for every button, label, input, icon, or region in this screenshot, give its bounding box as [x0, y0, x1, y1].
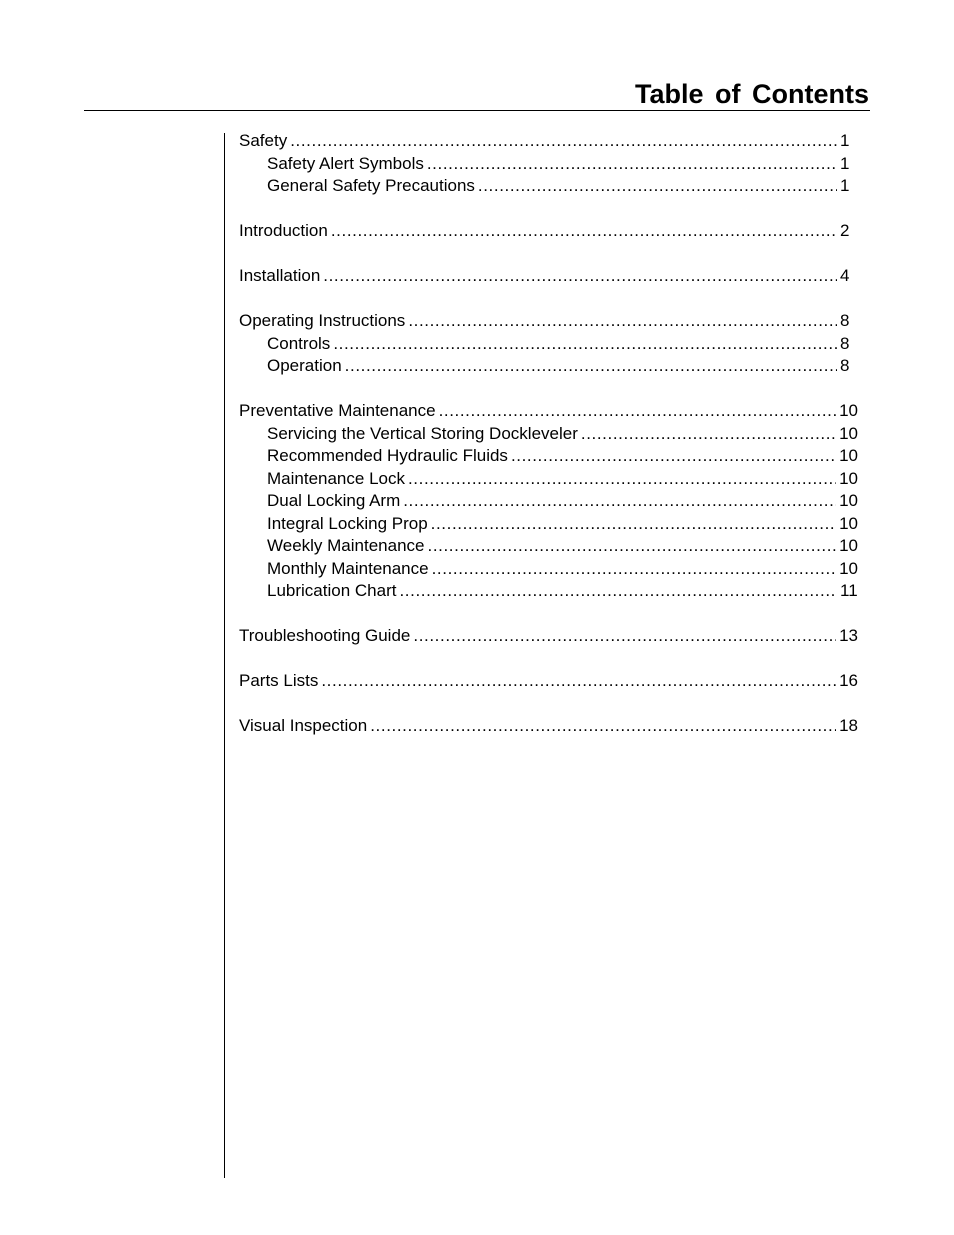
dot-leader: [321, 670, 836, 693]
toc-entry-integral-locking-prop[interactable]: [239, 513, 858, 536]
toc-entry-troubleshooting-guide[interactable]: [239, 625, 858, 648]
toc-page-number: 8: [840, 356, 850, 375]
toc-entry-recommended-hydraulic-fluids[interactable]: [239, 445, 858, 468]
dot-leader: [331, 220, 837, 243]
toc-page-number: 10: [839, 513, 858, 533]
toc-entry-general-safety-precautions[interactable]: [239, 175, 858, 198]
toc-entry-label: Integral Locking Prop: [267, 513, 428, 533]
dot-leader: [403, 490, 836, 513]
toc-entry-preventative-maintenance[interactable]: [239, 400, 858, 423]
toc-entry-label: Maintenance Lock: [267, 468, 405, 488]
toc-section-safety: [239, 130, 858, 198]
toc-page-number: 1: [840, 131, 850, 150]
toc-entry-label: Parts Lists: [239, 671, 319, 690]
toc-section-introduction: [239, 220, 858, 243]
table-of-contents: [239, 130, 858, 760]
dot-leader: [345, 355, 837, 378]
toc-entry-label: Weekly Maintenance: [267, 536, 425, 555]
toc-entry-dual-locking-arm[interactable]: [239, 490, 858, 513]
dot-leader: [427, 153, 837, 176]
toc-entry-label: Safety Alert Symbols: [267, 153, 424, 173]
dot-leader: [428, 535, 837, 558]
dot-leader: [333, 333, 837, 356]
toc-entry-label: Operating Instructions: [239, 311, 406, 330]
dot-leader: [581, 423, 836, 446]
toc-page-number: 8: [840, 311, 850, 330]
toc-entry-installation[interactable]: [239, 265, 858, 288]
dot-leader: [408, 468, 836, 491]
toc-page-number: 10: [839, 468, 858, 488]
toc-section-visual-inspection: [239, 715, 858, 738]
toc-entry-label: Dual Locking Arm: [267, 491, 401, 510]
toc-page-number: 18: [839, 716, 858, 735]
dot-leader: [432, 558, 836, 581]
toc-entry-servicing-dockleveler[interactable]: [239, 423, 858, 446]
toc-entry-weekly-maintenance[interactable]: [239, 535, 858, 558]
dot-leader: [370, 715, 836, 738]
toc-page-number: 1: [840, 176, 850, 195]
toc-entry-visual-inspection[interactable]: [239, 715, 858, 738]
toc-entry-label: Monthly Maintenance: [267, 558, 429, 578]
toc-page-number: 13: [839, 626, 858, 645]
dot-leader: [408, 310, 837, 333]
toc-entry-label: Lubrication Chart: [267, 581, 397, 600]
dot-leader: [413, 625, 836, 648]
toc-section-troubleshooting-guide: [239, 625, 858, 648]
toc-entry-label: Operation: [267, 356, 342, 375]
toc-entry-label: General Safety Precautions: [267, 176, 475, 195]
toc-page-number: 10: [839, 536, 858, 555]
toc-entry-parts-lists[interactable]: [239, 670, 858, 693]
toc-page-number: 4: [840, 266, 850, 285]
toc-page-number: 11: [840, 581, 858, 600]
page-title: Table of Contents: [635, 79, 869, 109]
toc-entry-controls[interactable]: [239, 333, 858, 356]
dot-leader: [290, 130, 837, 153]
dot-leader: [478, 175, 837, 198]
toc-entry-safety[interactable]: [239, 130, 858, 153]
toc-page-number: 10: [839, 558, 858, 578]
dot-leader: [431, 513, 836, 536]
toc-page-number: 8: [840, 333, 850, 353]
toc-entry-label: Servicing the Vertical Storing Dockleveler: [267, 423, 578, 443]
toc-entry-safety-alert-symbols[interactable]: [239, 153, 858, 176]
toc-section-preventative-maintenance: [239, 400, 858, 603]
toc-entry-label: Visual Inspection: [239, 716, 368, 735]
dot-leader: [511, 445, 836, 468]
toc-entry-label: Introduction: [239, 221, 328, 240]
toc-entry-label: Controls: [267, 333, 331, 353]
toc-entry-label: Installation: [239, 266, 321, 285]
toc-page-number: 16: [839, 671, 858, 690]
toc-entry-monthly-maintenance[interactable]: [239, 558, 858, 581]
toc-page-number: 2: [840, 221, 850, 240]
toc-section-operating-instructions: [239, 310, 858, 378]
toc-entry-label: Safety: [239, 131, 288, 150]
toc-entry-label: Troubleshooting Guide: [239, 626, 411, 645]
dot-leader: [399, 580, 837, 603]
margin-rule: [224, 133, 225, 1178]
dot-leader: [323, 265, 837, 288]
toc-entry-label: Preventative Maintenance: [239, 401, 436, 420]
toc-page-number: 1: [840, 153, 850, 173]
dot-leader: [439, 400, 837, 423]
toc-page-number: 10: [839, 401, 858, 420]
toc-page-number: 10: [839, 491, 858, 510]
title-divider: [84, 110, 870, 111]
toc-page-number: 10: [839, 446, 858, 465]
toc-page-number: 10: [839, 423, 858, 443]
toc-entry-introduction[interactable]: [239, 220, 858, 243]
toc-section-installation: [239, 265, 858, 288]
toc-entry-operation[interactable]: [239, 355, 858, 378]
toc-entry-operating-instructions[interactable]: [239, 310, 858, 333]
toc-entry-maintenance-lock[interactable]: [239, 468, 858, 491]
toc-entry-lubrication-chart[interactable]: [239, 580, 858, 603]
toc-section-parts-lists: [239, 670, 858, 693]
toc-entry-label: Recommended Hydraulic Fluids: [267, 446, 508, 465]
